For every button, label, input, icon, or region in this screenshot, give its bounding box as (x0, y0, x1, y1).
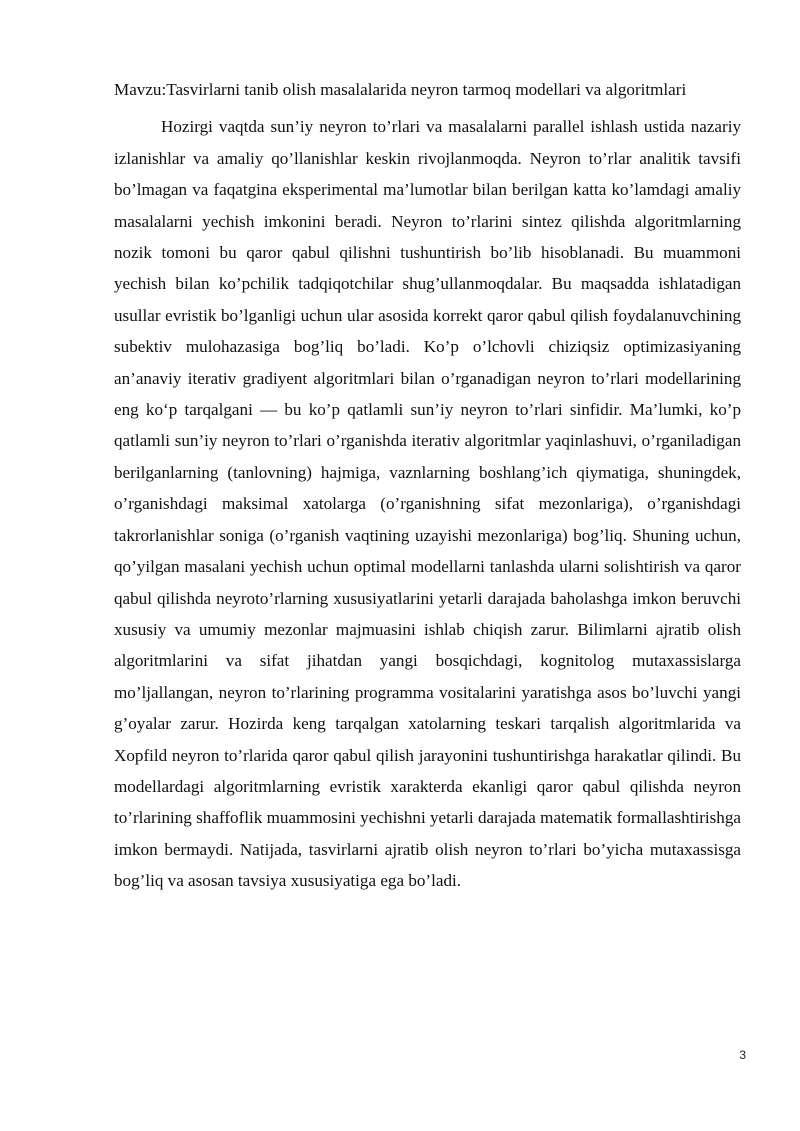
document-body (114, 74, 741, 897)
document-title: Mavzu:Tasvirlarni tanib olish masalalarida neyron tarmoq modellari va algoritmlari (114, 80, 687, 99)
body-paragraph: Hozirgi vaqtda sun’iy neyron to’rlari va masalalarni parallel ishlash ustida nazariy izlanishlar va amaliy qo’llanishlar keskin rivojlanmoqda. Neyron to’rlar analitik tavsifi bo’lmagan va faqatgina eksperimental ma’lumotlar bilan berilgan katta ko’lamdagi amaliy masalalarni yechish imkonini beradi. Neyron to’rlarini sintez qilishda algoritmlarning nozik tomoni bu qaror qabul qilishni tushuntirish bo’lib hisoblanadi. Bu muammoni yechish bilan ko’pchilik tadqiqotchilar shug’ullanmoqdalar. Bu maqsadda ishlatadigan usullar evristik bo’lganligi uchun ular asosida korrekt qaror qabul qilish foydalanuvchining subektiv mulohazasiga bog’liq bo’ladi. Ko’p o’lchovli chiziqsiz optimizasiyaning an’anaviy iterativ gradiyent algoritmlari bilan o’rganadigan neyron to’rlari modellarining eng ko‘p tarqalgani — bu ko’p qatlamli sun’iy neyron to’rlari sinfidir. Ma’lumki, ko’p qatlamli sun’iy neyron to’rlari o’rganishda iterativ algoritmlar yaqinlashuvi, o’rganiladigan berilganlarning (tanlovning) hajmiga, vaznlarning boshlang’ich qiymatiga, shuningdek, o’rganishdagi maksimal xatolarga (o’rganishning sifat mezonlariga), o’rganishdagi takrorlanishlar soniga (o’rganish vaqtining uzayishi mezonlariga) bog’liq. Shuning uchun, qo’yilgan masalani yechish uchun optimal modellarni tanlashda ularni solishtirish va qaror qabul qilishda neyroto’rlarning xususiyatlarini yetarli darajada baholashga imkon beruvchi xususiy va umumiy mezonlar majmuasini ishlab chiqish zarur. Bilimlarni ajratib olish algoritmlarini va sifat jihatdan yangi bosqichdagi, kognitolog mutaxassislarga mo’ljallangan, neyron to’rlarining programma vositalarini yaratishga asos bo’luvchi yangi g’oyalar zarur. Hozirda keng tarqalgan xatolarning teskari tarqalish algoritmlarida va Xopfild neyron to’rlarida qaror qabul qilish jarayonini tushuntirishga harakatlar qilindi. Bu modellardagi algoritmlarning evristik xarakterda ekanligi qaror qabul qilishda neyron to’rlarining shaffoflik muammosini yechishni yetarli darajada matematik formallashtirishga imkon bermaydi. Natijada, tasvirlarni ajratib olish neyron to’rlari bo’yicha mutaxassisga bog’liq va asosan tavsiya xususiyatiga ega bo’ladi. (114, 117, 741, 891)
page-number: 3 (739, 1048, 746, 1062)
